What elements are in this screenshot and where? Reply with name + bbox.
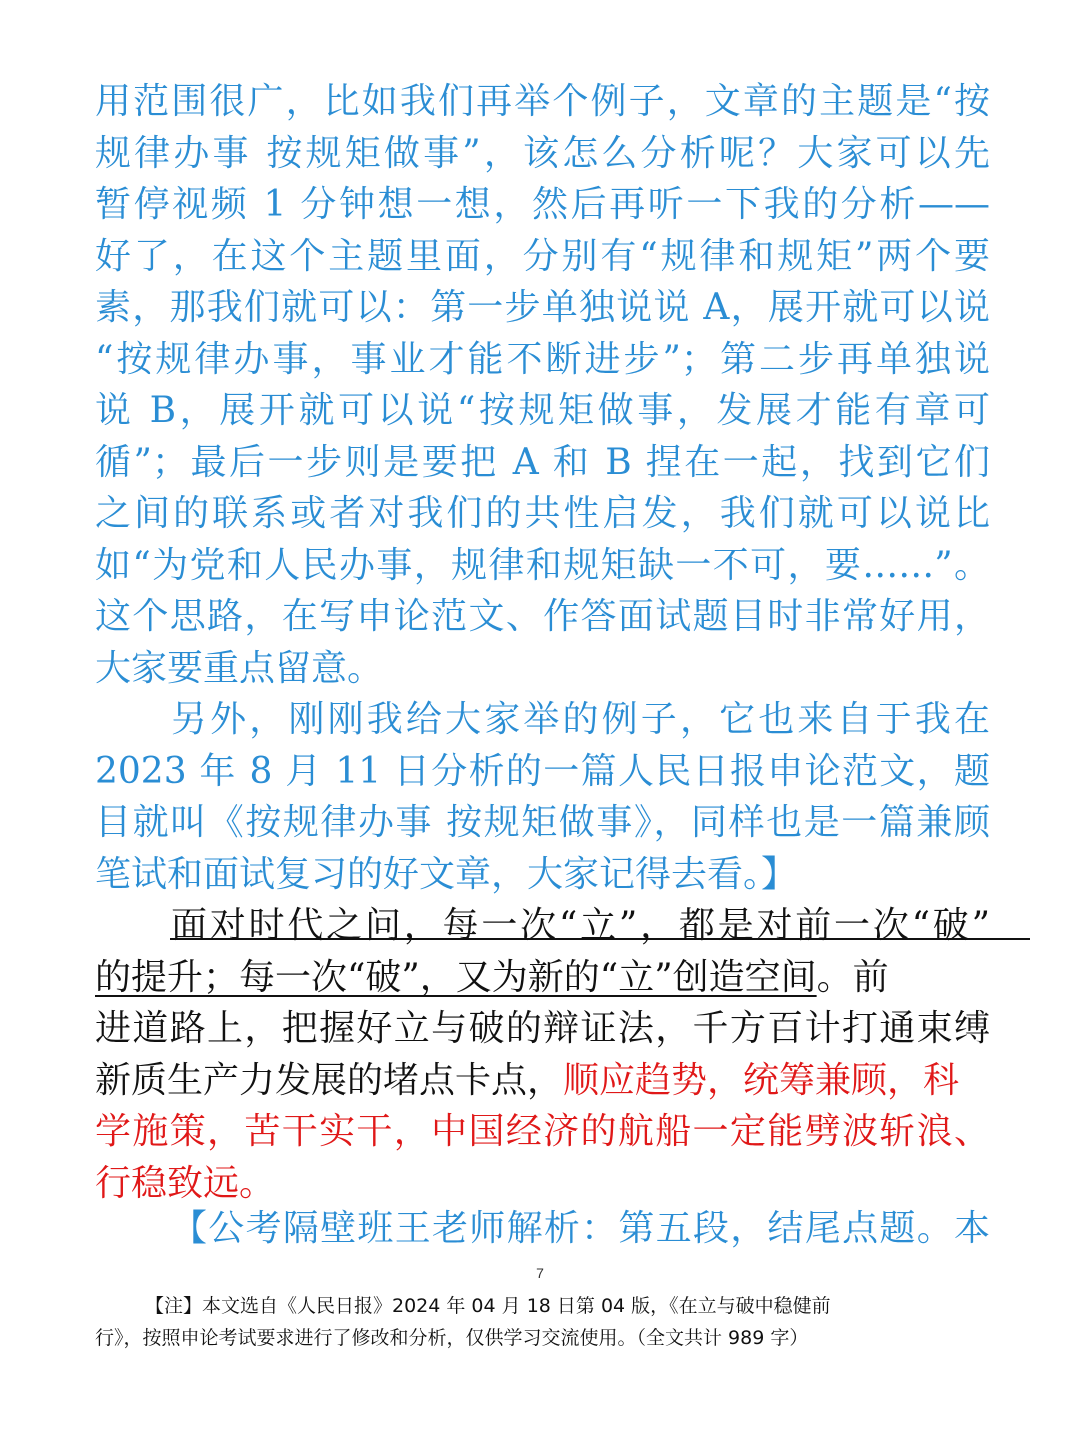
page-number: 7 <box>536 1265 544 1281</box>
essay-paragraph <box>95 900 990 1209</box>
text-line: 好了，在这个主题里面，分别有“规律和规矩”两个要 <box>95 235 990 277</box>
text-line: 【公考隔壁班王老师解析：第五段，结尾点题。本 <box>171 1208 990 1249</box>
text-span: 。前 <box>816 956 889 998</box>
text-line: 之间的联系或者对我们的共性启发，我们就可以说比 <box>95 493 990 534</box>
highlighted-text-line: 学施策，苦干实干，中国经济的航船一定能劈波斩浪、 <box>95 1111 990 1152</box>
text-line: 素，那我们就可以：第一步单独说说 A，展开就可以说 <box>95 287 990 328</box>
text-line: 进道路上，把握好立与破的辩证法，千方百计打通束缚 <box>95 1008 990 1049</box>
footnote-line: 【注】本文选自《人民日报》2024 年 04 月 18 日第 04 版，《在立与破中稳健前 <box>145 1295 831 1317</box>
text-line: 如“为党和人民办事，规律和规矩缺一不可，要……”。 <box>95 544 990 586</box>
text-line: 说 B，展开就可以说“按规矩做事，发展才能有章可 <box>95 390 990 431</box>
text-line: 暂停视频 1 分钟想一想，然后再听一下我的分析—— <box>95 184 990 225</box>
text-line <box>95 952 990 1004</box>
text-line: 大家要重点留意。 <box>95 647 384 689</box>
text-line: 用范围很广，比如我们再举个例子，文章的主题是“按 <box>95 81 990 122</box>
text-span: 新质生产力发展的堵点卡点， <box>95 1059 564 1101</box>
footnote <box>95 1290 990 1354</box>
analysis-paragraph-continued <box>95 76 990 694</box>
text-line: 这个思路，在写申论范文、作答面试题目时非常好用， <box>95 596 990 637</box>
analysis-paragraph-2 <box>95 694 990 900</box>
text-line: 2023 年 8 月 11 日分析的一篇人民日报申论范文，题 <box>95 750 990 792</box>
text-line: 目就叫《按规律办事 按规矩做事》，同样也是一篇兼顾 <box>95 802 990 843</box>
text-line: 循”；最后一步则是要把 A 和 B 捏在一起，找到它们 <box>95 441 990 483</box>
highlighted-text: 顺应趋势，统筹兼顾，科 <box>563 1059 960 1101</box>
text-line: 面对时代之问，每一次“立”，都是对前一次“破” <box>171 905 990 946</box>
footnote-line: 行》，按照申论考试要求进行了修改和分析，仅供学习交流使用。（全文共计 989 字） <box>95 1327 809 1349</box>
text-line <box>95 1055 990 1107</box>
analysis-start <box>95 1203 990 1255</box>
text-line: “按规律办事，事业才能不断进步”；第二步再单独说 <box>95 338 990 380</box>
underlined-text: 的提升；每一次“破”，又为新的“立”创造空间 <box>95 956 817 998</box>
highlighted-text-line: 行稳致远。 <box>95 1162 276 1204</box>
text-line: 笔试和面试复习的好文章，大家记得去看。】 <box>95 853 798 895</box>
text-line: 规律办事 按规矩做事”，该怎么分析呢？大家可以先 <box>95 132 990 174</box>
text-line: 另外，刚刚我给大家举的例子，它也来自于我在 <box>171 699 990 740</box>
